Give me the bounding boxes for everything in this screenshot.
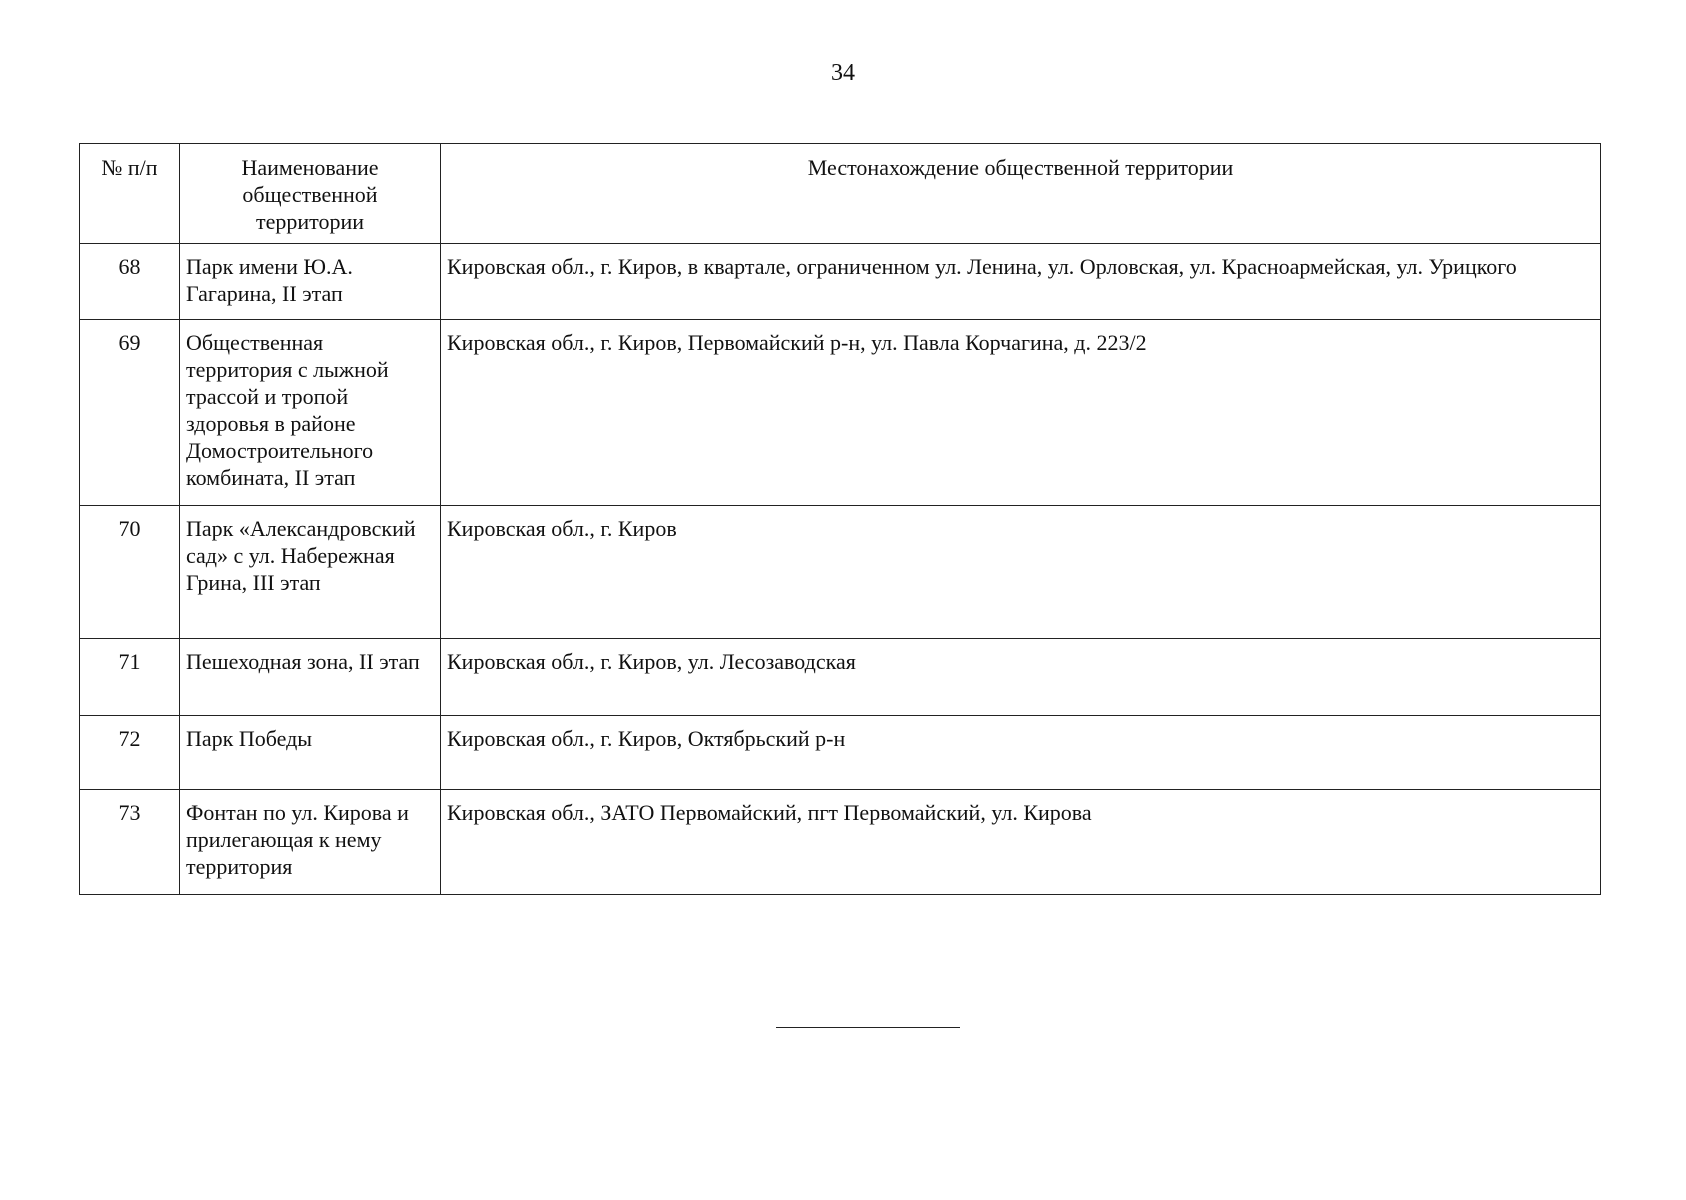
- territory-location: Кировская обл., г. Киров, Первомайский р-н, ул. Павла Корчагина, д. 223/2: [441, 320, 1601, 506]
- territory-location: Кировская обл., г. Киров, в квартале, ограниченном ул. Ленина, ул. Орловская, ул. Красноармейская, ул. Урицкого: [441, 244, 1601, 320]
- territory-location: Кировская обл., г. Киров, ул. Лесозаводская: [441, 639, 1601, 716]
- table-row: [80, 244, 1601, 320]
- territory-name: Парк Победы: [180, 716, 441, 790]
- row-number: 73: [80, 790, 180, 895]
- table-row: [80, 790, 1601, 895]
- territories-table: [79, 143, 1601, 895]
- header-number: № п/п: [80, 144, 180, 244]
- territory-name: Общественная территория с лыжной трассой и тропой здоровья в районе Домостроительного комбината, II этап: [180, 320, 441, 506]
- table-row: [80, 639, 1601, 716]
- territory-location: Кировская обл., г. Киров, Октябрьский р-н: [441, 716, 1601, 790]
- table-header-row: [80, 144, 1601, 244]
- header-location: Местонахождение общественной территории: [441, 144, 1601, 244]
- territory-name: Парк «Александровский сад» с ул. Набережная Грина, III этап: [180, 506, 441, 639]
- territory-name: Парк имени Ю.А. Гагарина, II этап: [180, 244, 441, 320]
- territory-name: Пешеходная зона, II этап: [180, 639, 441, 716]
- row-number: 68: [80, 244, 180, 320]
- territory-location: Кировская обл., ЗАТО Первомайский, пгт Первомайский, ул. Кирова: [441, 790, 1601, 895]
- row-number: 69: [80, 320, 180, 506]
- table-row: [80, 716, 1601, 790]
- page-number: 34: [831, 60, 855, 86]
- table-header: [80, 144, 1601, 244]
- end-divider-line: [776, 1027, 960, 1028]
- territory-name: Фонтан по ул. Кирова и прилегающая к нему территория: [180, 790, 441, 895]
- territory-location: Кировская обл., г. Киров: [441, 506, 1601, 639]
- row-number: 70: [80, 506, 180, 639]
- table-row: [80, 320, 1601, 506]
- row-number: 71: [80, 639, 180, 716]
- table-body: [80, 244, 1601, 895]
- header-name: Наименование общественной территории: [180, 144, 441, 244]
- row-number: 72: [80, 716, 180, 790]
- table-row: [80, 506, 1601, 639]
